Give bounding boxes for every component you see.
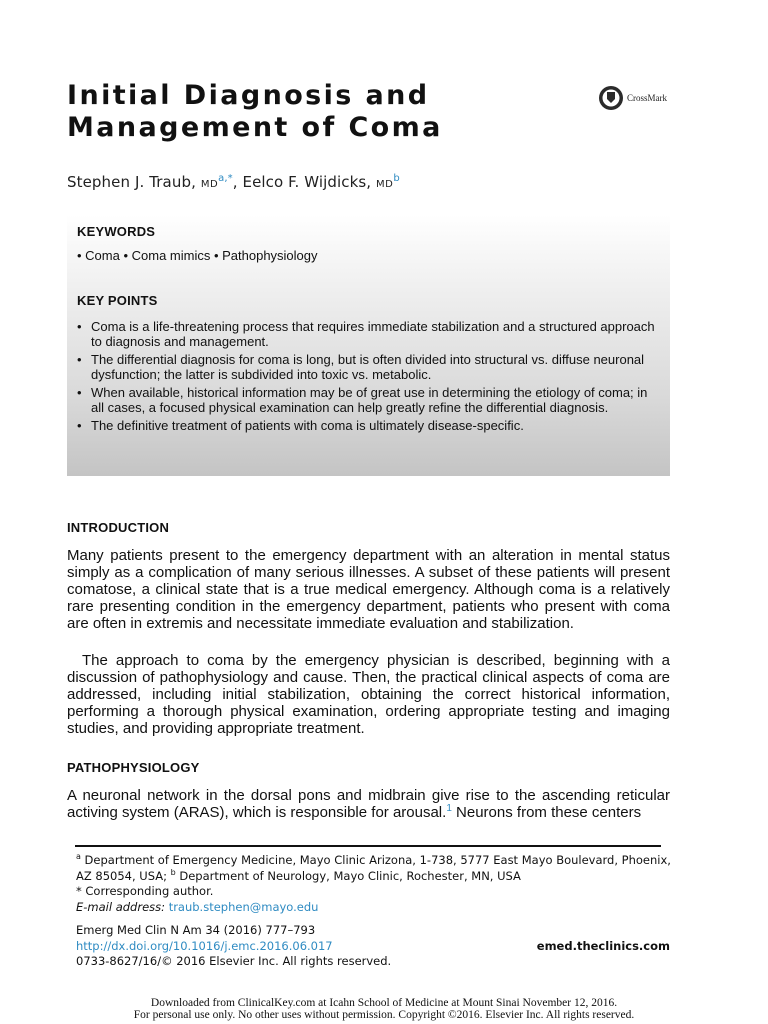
author-2-name: Eelco F. Wijdicks, [242,173,372,191]
keywords-list: • Coma • Coma mimics • Pathophysiology [77,248,318,263]
crossmark-label: CrossMark [627,93,667,103]
reference-1-link[interactable]: 1 [446,803,452,814]
footnote-divider [75,845,661,847]
journal-website-link[interactable]: emed.theclinics.com [536,939,670,953]
pathophysiology-paragraph-1 [67,787,670,821]
author-1-affiliation-ref[interactable]: a,* [218,173,233,184]
title-line-2: Management of Coma [67,112,443,143]
affiliations [76,853,676,884]
email-line [76,900,676,916]
introduction-paragraph-1: Many patients present to the emergency department with an alteration in mental status simply as a complication of many serious illnesses. A subset of these patients will present comatose, a clinical state that is a true medical emergency. Although coma is a relatively rare presenting condition in the emergency department, patients who present with coma are often in extremis and necessitate immediate evaluation and stabilization. [67,547,670,632]
footnotes [76,853,676,915]
key-points-list [77,320,662,438]
affiliation-a-marker: a [76,852,81,861]
doi-link[interactable]: http://dx.doi.org/10.1016/j.emc.2016.06.017 [76,938,333,953]
crossmark-icon [598,85,624,111]
key-point-item: • The definitive treatment of patients with coma is ultimately disease-specific. [77,419,662,434]
download-notice-line-1: Downloaded from ClinicalKey.com at Icahn School of Medicine at Mount Sinai November 12, 2016. [150,997,618,1009]
author-2-affiliation-ref[interactable]: b [393,173,400,184]
affiliation-b: Department of Neurology, Mayo Clinic, Rochester, MN, USA [175,868,521,883]
pathophysiology-text-a: A neuronal network in the dorsal pons and midbrain give rise to the ascending reticular activing system (ARAS), which is responsible for arousal. [67,787,670,821]
download-notice [0,997,768,1021]
author-line [67,173,400,191]
journal-citation: Emerg Med Clin N Am 34 (2016) 777–793 [76,923,316,937]
email-link[interactable]: traub.stephen@mayo.edu [168,899,319,914]
email-label: E-mail address: [76,899,166,914]
author-1-name: Stephen J. Traub, [67,173,196,191]
pathophysiology-heading: PATHOPHYSIOLOGY [67,760,200,775]
affiliation-a: Department of Emergency Medicine, Mayo Clinic Arizona, 1-738, 5777 East Mayo Boulevard, Phoenix, AZ 85054, USA; [76,853,671,883]
keywords-keypoints-box [67,215,670,476]
article-title [67,80,537,144]
pathophysiology-text-b: Neurons from these centers [451,804,642,821]
key-point-item: • The differential diagnosis for coma is long, but is often divided into structural vs. diffuse neuronal dysfunction; the latter is subdivided into toxic vs. metabolic. [77,353,662,382]
copyright-line: 0733-8627/16/© 2016 Elsevier Inc. All rights reserved. [76,954,392,968]
keywords-heading: KEYWORDS [77,224,156,239]
author-separator: , [232,173,238,191]
introduction-heading: INTRODUCTION [67,520,170,535]
author-1-degree: MD [200,179,219,190]
affiliation-b-marker: b [170,867,176,877]
download-notice-line-2: For personal use only. No other uses without permission. Copyright ©2016. Elsevier Inc. All rights reserved. [133,1009,635,1021]
author-2-degree: MD [376,179,394,190]
key-point-item: • Coma is a life-threatening process that requires immediate stabilization and a structured approach to diagnosis and management. [77,320,662,349]
key-points-heading: KEY POINTS [77,293,158,308]
title-line-1: Initial Diagnosis and [67,80,430,111]
introduction-paragraph-2: The approach to coma by the emergency physician is described, beginning with a discussion of pathophysiology and cause. Then, the practical clinical aspects of coma are addressed, including initial stabilization, obtaining the correct historical information, performing a thorough physical examination, ordering appropriate testing and imaging studies, and providing appropriate treatment. [67,652,670,737]
key-point-item: • When available, historical information may be of great use in determining the etiology of coma; in all cases, a focused physical examination can help greatly refine the differential diagnosis. [77,386,662,415]
corresponding-author-note: * Corresponding author. [76,884,214,898]
crossmark-badge[interactable] [598,85,667,111]
